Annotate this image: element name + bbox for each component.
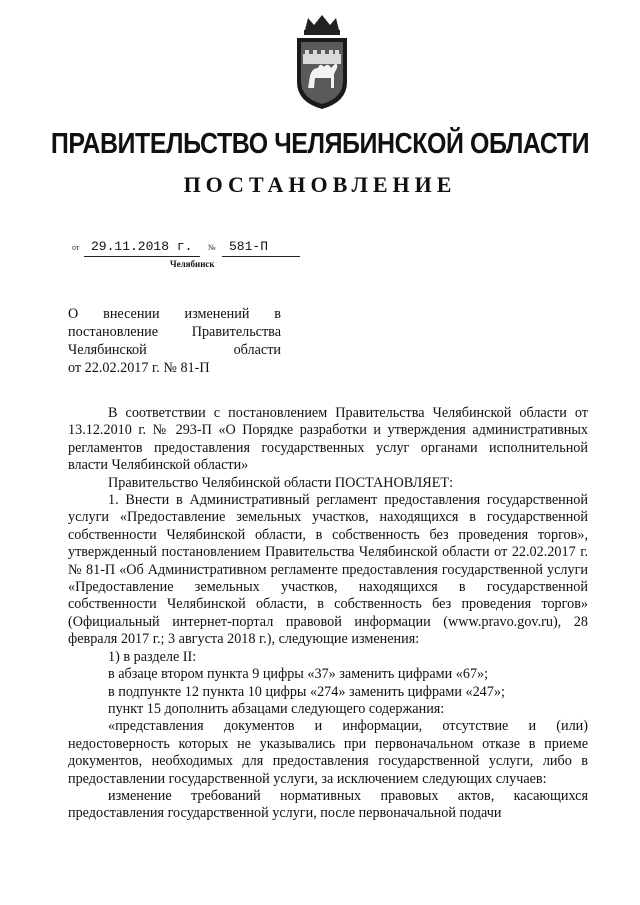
- body-paragraph: в абзаце втором пункта 9 цифры «37» заменить цифрами «67»;: [108, 666, 489, 683]
- organization-title: ПРАВИТЕЛЬСТВО ЧЕЛЯБИНСКОЙ ОБЛАСТИ: [50, 128, 590, 160]
- body-paragraph: пункт 15 дополнить абзацами следующего содержания:: [108, 700, 445, 717]
- date-underline: [84, 256, 200, 257]
- body-paragraph: В соответствии с постановлением Правительства Челябинской области от 13.12.2010 г. № 293-П «О Порядке разработки и утверждения административных регламентов предоставления государственных услуг органами исполнительной власти Челябинской области»: [68, 405, 588, 474]
- subject-line: О внесении изменений в: [68, 306, 281, 322]
- number-underline: [222, 256, 300, 257]
- document-body: [68, 405, 588, 823]
- body-paragraph: «представления документов и информации, отсутствие и (или) недостоверность которых не указывались при первоначальном отказе в приеме документов, необходимых для предоставления государственной услуги, либо в предоставлении государственной услуги, за исключением следующих случаев:: [68, 718, 588, 787]
- document-date: 29.11.2018 г.: [91, 239, 193, 254]
- body-paragraph: 1. Внести в Административный регламент предоставления государственной услуги «Предоставление земельных участков, находящихся в государственной собственности Челябинской области, в собственность без проведения торгов», утвержденный постановлением Правительства Челябинской области от 22.02.2017 г. № 81-П «Об Административном регламенте предоставления государственной услуги «Предоставление земельных участков, находящихся в государственной собственности Челябинской области, в собственность без проведения торгов» (Официальный интернет-портал правовой информации (www.pravo.gov.ru), 28 февраля 2017 г.; 3 августа 2018 г.), следующие изменения:: [68, 492, 588, 648]
- number-prefix: №: [208, 243, 216, 252]
- document-subject: [68, 305, 281, 377]
- coat-of-arms-icon: [291, 12, 353, 112]
- document-number: 581-П: [229, 239, 269, 254]
- body-paragraph: 1) в разделе II:: [108, 648, 197, 665]
- subject-line: от 22.02.2017 г. № 81-П: [68, 360, 210, 376]
- city-name: Челябинск: [170, 259, 215, 269]
- document-type: ПОСТАНОВЛЕНИЕ: [183, 172, 457, 197]
- date-prefix: от: [72, 243, 80, 252]
- subject-line: постановление Правительства: [68, 324, 281, 340]
- body-paragraph: в подпункте 12 пункта 10 цифры «274» заменить цифрами «247»;: [108, 683, 505, 700]
- body-paragraph: Правительство Челябинской области ПОСТАНОВЛЯЕТ:: [108, 474, 454, 491]
- subject-line: Челябинской области: [68, 342, 281, 358]
- body-paragraph: изменение требований нормативных правовых актов, касающихся предоставления государственной услуги, после первоначальной подачи: [68, 787, 588, 822]
